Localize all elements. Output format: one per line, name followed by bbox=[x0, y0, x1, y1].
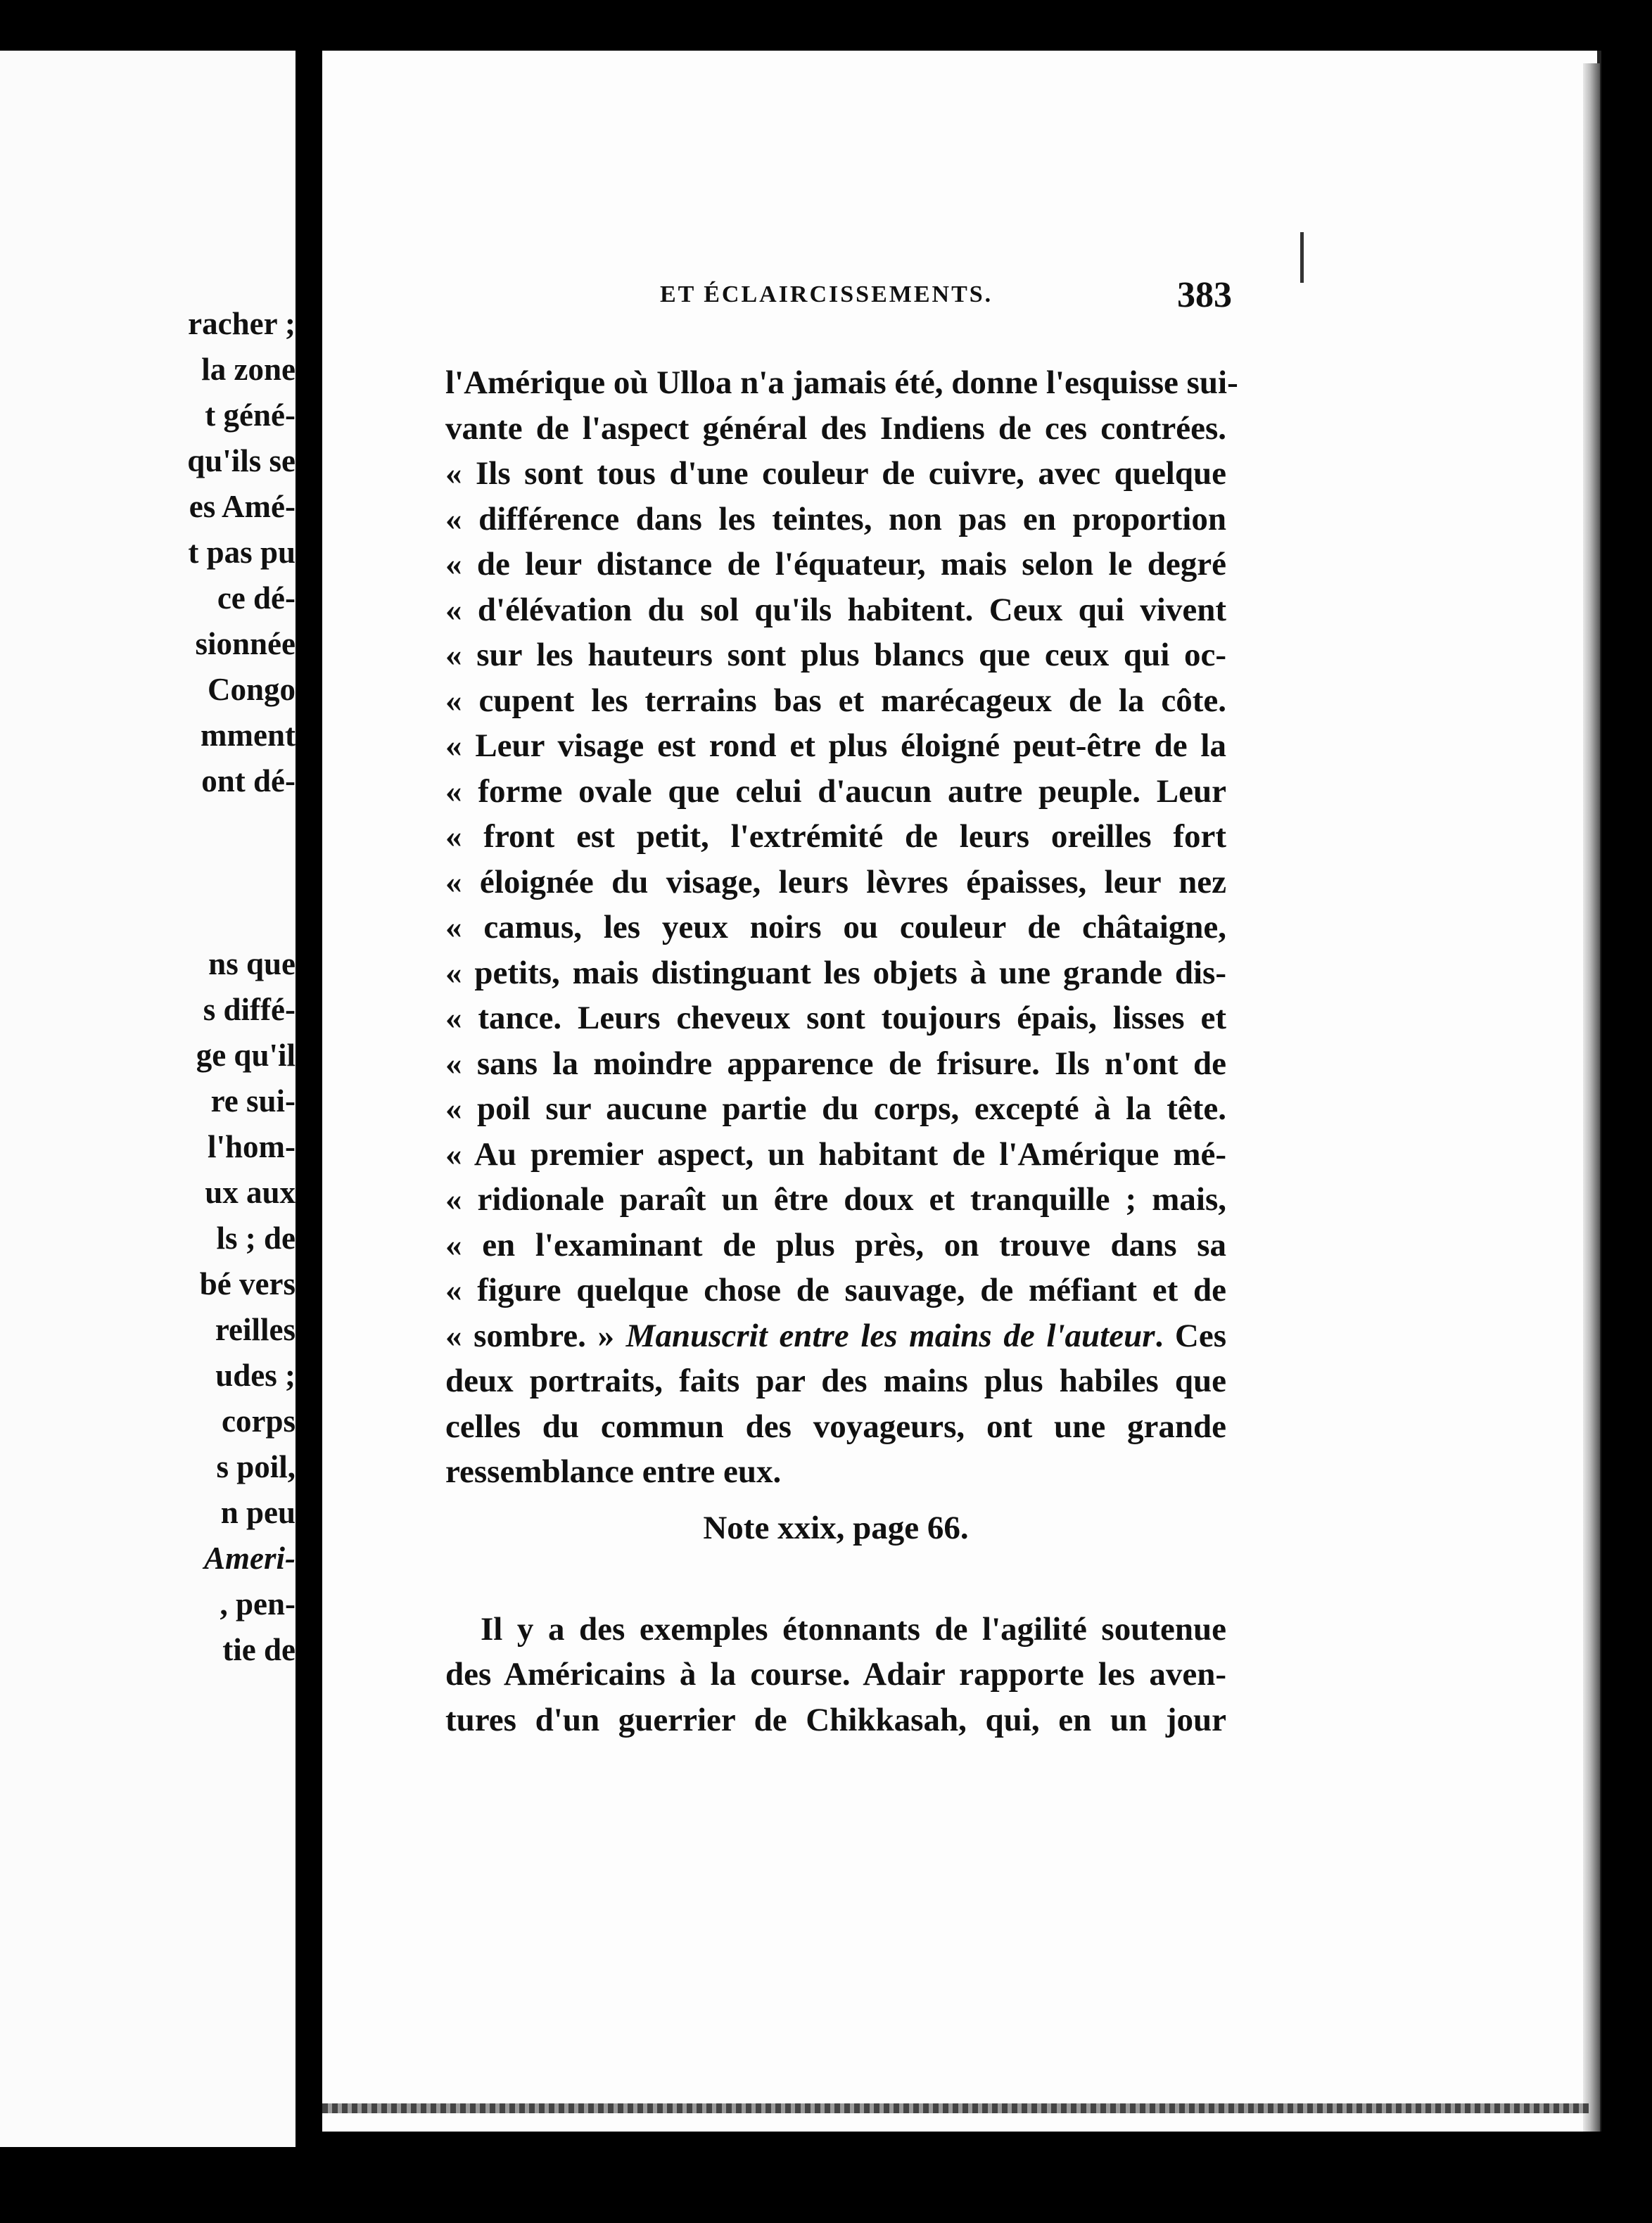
left-page-line: ux aux bbox=[205, 1175, 296, 1210]
left-page-line: n peu bbox=[220, 1495, 296, 1530]
text-line: « ridionale paraît un être doux et tranquille ; mais, bbox=[445, 1181, 1226, 1218]
left-page-line: mment bbox=[201, 718, 296, 753]
text-line: des Américains à la course. Adair rapporte les aven- bbox=[445, 1656, 1226, 1693]
text-line: « figure quelque chose de sauvage, de méfiant et de bbox=[445, 1272, 1226, 1308]
left-page-line: reilles bbox=[215, 1312, 296, 1347]
left-page-line: sionnée bbox=[195, 626, 296, 661]
text-line: « sans la moindre apparence de frisure. Ils n'ont de bbox=[445, 1045, 1226, 1082]
text-line: « différence dans les teintes, non pas en proportion bbox=[445, 500, 1226, 537]
text-line: Il y a des exemples étonnants de l'agilité soutenue bbox=[481, 1610, 1226, 1648]
left-page-line: Ameri- bbox=[204, 1541, 296, 1576]
left-page-line: l'hom- bbox=[207, 1129, 296, 1164]
text-line: « d'élévation du sol qu'ils habitent. Ceux qui vivent bbox=[445, 591, 1226, 628]
left-page-line: t pas pu bbox=[188, 535, 296, 570]
text-line: l'Amérique où Ulloa n'a jamais été, donne l'esquisse sui- bbox=[445, 364, 1238, 401]
right-page bbox=[322, 51, 1601, 2132]
left-page-line: t géné- bbox=[205, 397, 296, 433]
left-page-line: re sui- bbox=[210, 1083, 296, 1119]
left-page-line: s poil, bbox=[216, 1449, 296, 1484]
left-page-line: , pen- bbox=[220, 1586, 296, 1622]
text-line: deux portraits, faits par des mains plus habiles que bbox=[445, 1363, 1226, 1399]
text-line: « cupent les terrains bas et marécageux de la côte. bbox=[445, 682, 1226, 719]
left-page-line: ns que bbox=[208, 946, 296, 981]
text-line: « forme ovale que celui d'aucun autre peuple. Leur bbox=[445, 772, 1226, 810]
citation-source: Manuscrit entre les mains de l'auteur bbox=[625, 1317, 1155, 1354]
left-page-line: qu'ils se bbox=[187, 443, 296, 478]
citation-lead: « sombre. » bbox=[445, 1317, 626, 1354]
left-page-line: ge qu'il bbox=[196, 1038, 296, 1073]
text-line: « Au premier aspect, un habitant de l'Amérique mé- bbox=[445, 1135, 1226, 1173]
text-line-citation bbox=[445, 1313, 1226, 1358]
left-page-line: es Amé- bbox=[189, 489, 296, 524]
page-number: 383 bbox=[1177, 275, 1232, 315]
left-page-line: corps bbox=[222, 1403, 296, 1439]
left-page-line: la zone bbox=[201, 352, 296, 387]
text-line: « Leur visage est rond et plus éloigné peut-être de la bbox=[445, 727, 1226, 764]
left-page-line: ls ; de bbox=[216, 1221, 296, 1256]
left-page-line: s diffé- bbox=[203, 992, 296, 1027]
text-line: « éloignée du visage, leurs lèvres épaisses, leur nez bbox=[445, 863, 1226, 900]
note-heading: Note xxix, page 66. bbox=[703, 1509, 969, 1546]
text-line: vante de l'aspect général des Indiens de ces contrées. bbox=[445, 409, 1226, 447]
margin-mark bbox=[1300, 232, 1304, 283]
text-line: celles du commun des voyageurs, ont une grande bbox=[445, 1408, 1226, 1445]
text-line: « sur les hauteurs sont plus blancs que ceux qui oc- bbox=[445, 637, 1226, 673]
text-line: « front est petit, l'extrémité de leurs oreilles fort bbox=[445, 818, 1226, 855]
text-line: « camus, les yeux noirs ou couleur de châtaigne, bbox=[445, 909, 1226, 945]
left-page-line: bé vers bbox=[199, 1266, 296, 1301]
text-line: « petits, mais distinguant les objets à une grande dis- bbox=[445, 954, 1226, 991]
left-page-line: udes ; bbox=[215, 1358, 296, 1393]
text-line: « de leur distance de l'équateur, mais selon le degré bbox=[445, 546, 1226, 582]
page-edge bbox=[1583, 63, 1600, 2132]
text-line: « en l'examinant de plus près, on trouve dans sa bbox=[445, 1226, 1226, 1263]
left-page-line: racher ; bbox=[188, 306, 296, 341]
page-bottom-edge bbox=[322, 2103, 1589, 2113]
citation-tail: . Ces bbox=[1155, 1317, 1226, 1354]
left-page-line: ont dé- bbox=[201, 763, 296, 798]
book-gutter bbox=[296, 42, 324, 2153]
left-page-line: Congo bbox=[207, 672, 296, 707]
left-page-fragment bbox=[0, 51, 296, 2147]
text-line: « Ils sont tous d'une couleur de cuivre, avec quelque bbox=[445, 455, 1226, 492]
text-line: ressemblance entre eux. bbox=[445, 1453, 782, 1490]
left-page-line: ce dé- bbox=[217, 580, 296, 616]
left-page-line: tie de bbox=[222, 1632, 296, 1667]
running-head: ET ÉCLAIRCISSEMENTS. bbox=[660, 281, 993, 307]
text-line: « tance. Leurs cheveux sont toujours épais, lisses et bbox=[445, 1000, 1226, 1036]
text-line: tures d'un guerrier de Chikkasah, qui, en un jour bbox=[445, 1701, 1226, 1738]
text-line: « poil sur aucune partie du corps, excepté à la tête. bbox=[445, 1090, 1226, 1127]
